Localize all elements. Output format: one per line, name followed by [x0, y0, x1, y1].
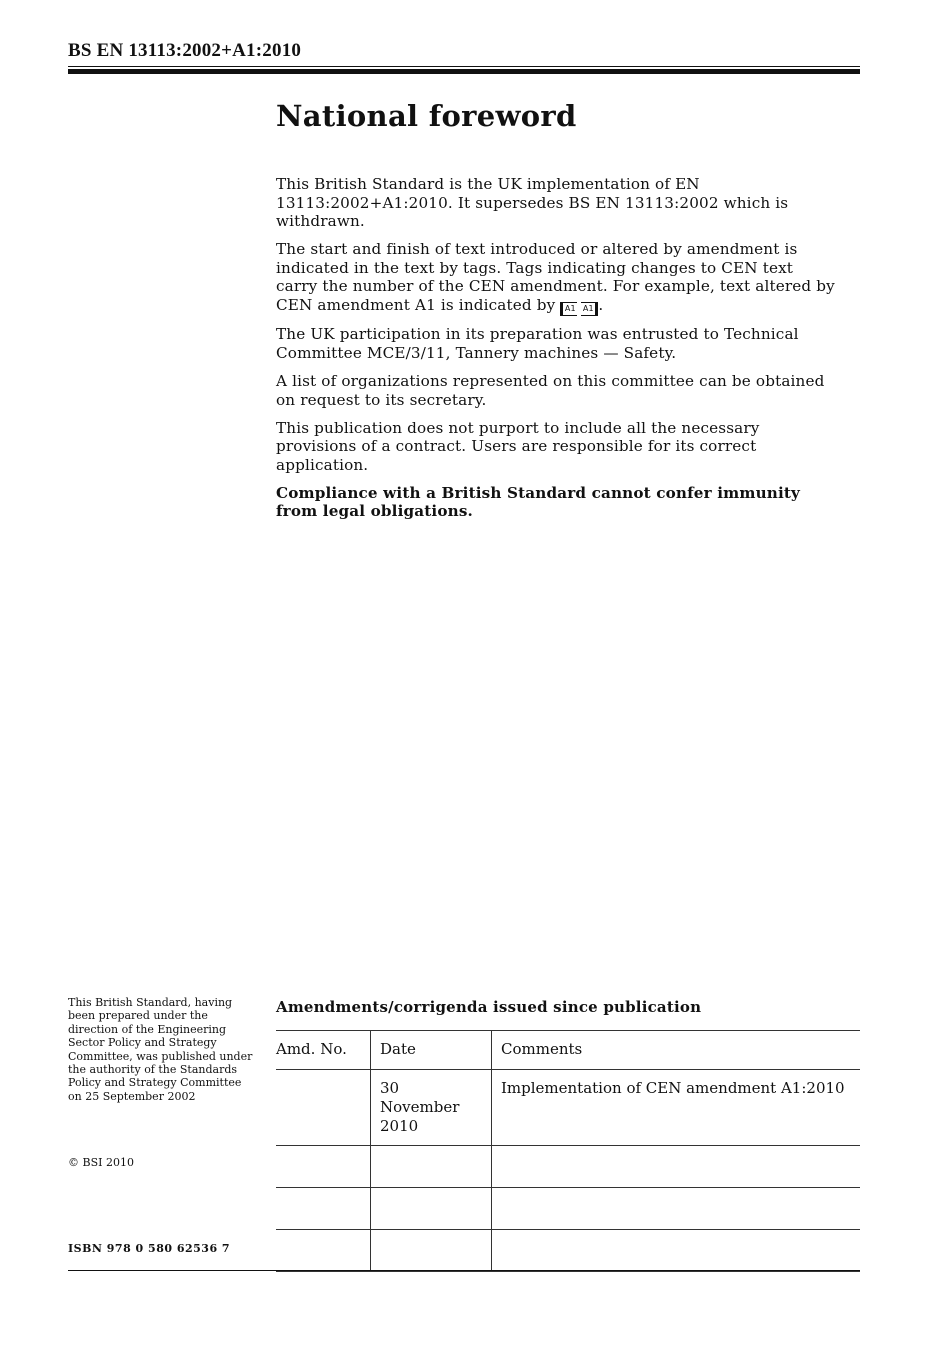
- paragraph-compliance: Compliance with a British Standard cannot confer immunity from legal obligations.: [276, 483, 801, 521]
- table-row: [276, 1070, 860, 1146]
- cell-amd-no: [276, 1230, 371, 1272]
- amendment-start-tag-icon: A1: [560, 302, 577, 316]
- cell-amd-no: [276, 1146, 371, 1188]
- table-row: [276, 1230, 860, 1272]
- header-rule-thin: [68, 66, 860, 67]
- table-header-row: [276, 1031, 860, 1070]
- cell-comments: [492, 1230, 861, 1272]
- page-title: National foreword: [276, 99, 577, 133]
- document-code: BS EN 13113:2002+A1:2010: [68, 40, 302, 61]
- table-row: [276, 1146, 860, 1188]
- copyright-notice: © BSI 2010: [68, 1156, 134, 1169]
- column-header-comments: Comments: [492, 1031, 861, 1070]
- paragraph-amendment-tags: [276, 240, 836, 316]
- publication-note: This British Standard, having been prepared under the direction of the Engineering Sector Policy and Strategy Committee, was published under the authority of the Standards Policy and Strategy Committee on 25 September 2002: [68, 996, 253, 1103]
- cell-date: [371, 1146, 492, 1188]
- amendments-title: Amendments/corrigenda issued since publication: [276, 998, 702, 1016]
- paragraph-amendment-tags-text: The start and finish of text introduced or altered by amendment is indicated in the text by tags. Tags indicating changes to CEN text carry the number of the CEN amendment. For example, text altered by CEN amendment A1 is indicated by: [276, 240, 835, 314]
- paragraph-organizations: A list of organizations represented on this committee can be obtained on request to its secretary.: [276, 371, 825, 409]
- foreword-body: [276, 175, 836, 530]
- cell-amd-no: [276, 1070, 371, 1146]
- paragraph-participation: The UK participation in its preparation was entrusted to Technical Committee MCE/3/11, Tannery machines — Safety.: [276, 325, 799, 362]
- cell-comments: [492, 1188, 861, 1230]
- table-row: [276, 1188, 860, 1230]
- cell-date: [371, 1188, 492, 1230]
- cell-comments: Implementation of CEN amendment A1:2010: [492, 1070, 861, 1146]
- cell-date: [371, 1230, 492, 1272]
- header-rule-thick: [68, 69, 860, 74]
- cell-comments: [492, 1146, 861, 1188]
- footer-rule: [68, 1270, 860, 1271]
- cell-date: 30 November 2010: [371, 1070, 492, 1146]
- cell-amd-no: [276, 1188, 371, 1230]
- paragraph-amendment-tags-end: .: [598, 295, 604, 314]
- amendments-table: [276, 1030, 860, 1272]
- paragraph-implementation: This British Standard is the UK implementation of EN 13113:2002+A1:2010. It supersedes BS EN 13113:2002 which is withdrawn.: [276, 175, 789, 231]
- amendment-end-tag-icon: A1: [581, 302, 598, 316]
- isbn: ISBN 978 0 580 62536 7: [68, 1242, 231, 1255]
- paragraph-contract: This publication does not purport to include all the necessary provisions of a contract. Users are responsible for its correct application.: [276, 418, 760, 474]
- column-header-date: Date: [371, 1031, 492, 1070]
- column-header-amd-no: Amd. No.: [276, 1031, 371, 1070]
